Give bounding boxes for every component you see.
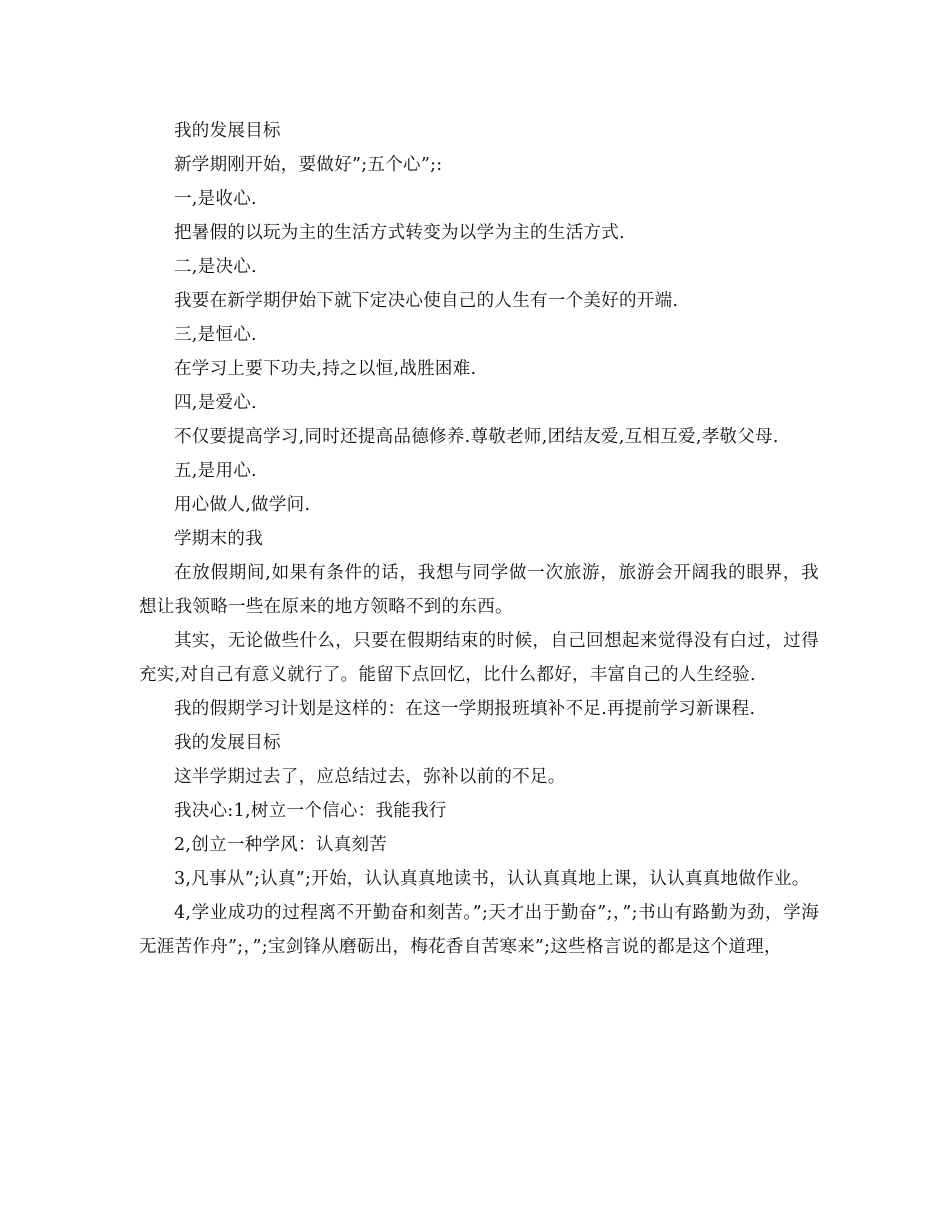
paragraph: 一,是收心. [174, 189, 257, 209]
paragraph: 我的假期学习计划是这样的：在这一学期报班填补不足.再提前学习新课程. [174, 699, 756, 719]
heading-semester-end: 学期末的我 [174, 529, 263, 549]
document-body [139, 114, 819, 964]
paragraph: 新学期刚开始，要做好”;五个心”;: [174, 155, 443, 175]
paragraph: 五,是用心. [174, 461, 257, 481]
paragraph: 4,学业成功的过程离不开勤奋和刻苦。”;天才出于勤奋”;，”;书山有路勤为劲，学海无涯苦作舟”;，”;宝剑锋从磨砺出，梅花香自苦寒来”;这些格言说的都是这个道理， [139, 903, 819, 957]
paragraph: 不仅要提高学习,同时还提高品德修养.尊敬老师,团结友爱,互相互爱,孝敬父母. [174, 427, 779, 447]
paragraph: 二,是决心. [174, 257, 257, 277]
heading-development-goal-2: 我的发展目标 [174, 733, 281, 753]
paragraph: 在学习上要下功夫,持之以恒,战胜困难. [174, 359, 477, 379]
paragraph: 3,凡事从”;认真”;开始，认认真真地读书，认认真真地上课，认认真真地做作业。 [174, 869, 810, 889]
paragraph: 我要在新学期伊始下就下定决心使自己的人生有一个美好的开端. [174, 291, 679, 311]
paragraph: 其实，无论做些什么，只要在假期结束的时候，自己回想起来觉得没有白过，过得充实,对自己有意义就行了。能留下点回忆，比什么都好，丰富自己的人生经验. [139, 631, 819, 685]
paragraph: 四,是爱心. [174, 393, 257, 413]
paragraph: 2,创立一种学风：认真刻苦 [174, 835, 388, 855]
paragraph: 用心做人,做学问. [174, 495, 311, 515]
paragraph: 在放假期间,如果有条件的话，我想与同学做一次旅游，旅游会开阔我的眼界，我想让我领略一些在原来的地方领略不到的东西。 [139, 563, 819, 617]
paragraph: 把暑假的以玩为主的生活方式转变为以学为主的生活方式. [174, 223, 625, 243]
paragraph: 这半学期过去了，应总结过去，弥补以前的不足。 [174, 767, 566, 787]
paragraph: 三,是恒心. [174, 325, 257, 345]
heading-development-goal: 我的发展目标 [174, 121, 281, 141]
paragraph: 我决心:1,树立一个信心：我能我行 [174, 801, 447, 821]
